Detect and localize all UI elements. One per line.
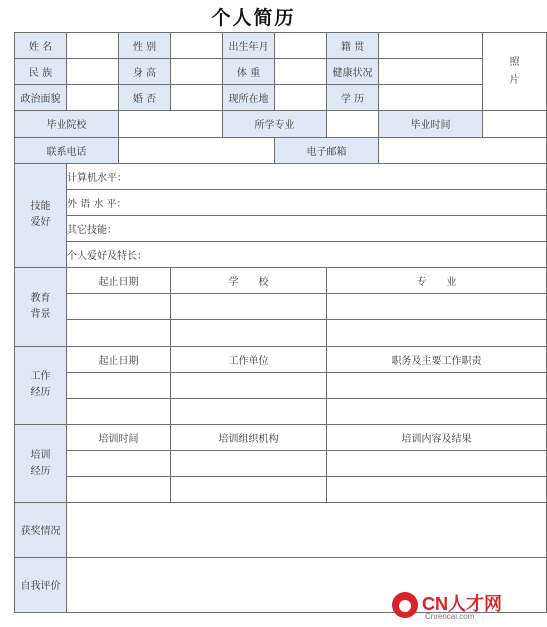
work-header-company: 工作单位 bbox=[171, 346, 327, 372]
work-label-text: 工作经历 bbox=[30, 371, 51, 399]
degree-field[interactable] bbox=[379, 85, 483, 111]
phone-field[interactable] bbox=[119, 137, 275, 163]
work-header-duties: 职务及主要工作职责 bbox=[327, 346, 547, 372]
birth-field[interactable] bbox=[275, 33, 327, 59]
marriage-label: 婚 否 bbox=[119, 85, 171, 111]
training-result-cell[interactable] bbox=[327, 477, 547, 503]
photo-label: 照片 bbox=[509, 56, 520, 86]
education-major-cell[interactable] bbox=[327, 294, 547, 320]
training-time-cell[interactable] bbox=[67, 451, 171, 477]
major-field[interactable] bbox=[327, 111, 379, 137]
birth-label: 出生年月 bbox=[223, 33, 275, 59]
awards-label: 获奖情况 bbox=[15, 503, 67, 557]
education-school-cell[interactable] bbox=[171, 320, 327, 346]
training-time-cell[interactable] bbox=[67, 477, 171, 503]
cnrencai-logo-icon bbox=[392, 592, 418, 618]
skills-section-label bbox=[15, 163, 67, 268]
politics-label: 政治面貌 bbox=[15, 85, 67, 111]
phone-label: 联系电话 bbox=[15, 137, 119, 163]
email-label: 电子邮箱 bbox=[275, 137, 379, 163]
education-label-text: 教育背景 bbox=[30, 292, 51, 320]
work-section-label bbox=[15, 346, 67, 424]
major-label: 所学专业 bbox=[223, 111, 327, 137]
work-company-cell[interactable] bbox=[171, 398, 327, 424]
degree-label: 学 历 bbox=[327, 85, 379, 111]
education-date-cell[interactable] bbox=[67, 294, 171, 320]
weight-field[interactable] bbox=[275, 59, 327, 85]
weight-label: 体 重 bbox=[223, 59, 275, 85]
gender-field[interactable] bbox=[171, 33, 223, 59]
training-label-text: 培训经历 bbox=[30, 449, 51, 477]
training-org-cell[interactable] bbox=[171, 451, 327, 477]
logo-inner-dot bbox=[399, 600, 411, 612]
graduation-time-label: 毕业时间 bbox=[379, 111, 483, 137]
name-label: 姓 名 bbox=[15, 33, 67, 59]
awards-field[interactable] bbox=[67, 503, 547, 557]
work-duties-cell[interactable] bbox=[327, 372, 547, 398]
computer-level-field[interactable]: 计算机水平： bbox=[67, 163, 547, 189]
gender-label: 性 别 bbox=[119, 33, 171, 59]
self-evaluation-label: 自我评价 bbox=[15, 557, 67, 612]
other-skills-field[interactable]: 其它技能： bbox=[67, 215, 547, 241]
name-field[interactable] bbox=[67, 33, 119, 59]
health-label: 健康状况 bbox=[327, 59, 379, 85]
graduation-time-field[interactable] bbox=[483, 111, 547, 137]
language-level-field[interactable]: 外 语 水 平： bbox=[67, 189, 547, 215]
training-header-org: 培训组织机构 bbox=[171, 424, 327, 450]
ethnic-field[interactable] bbox=[67, 59, 119, 85]
residence-label: 现所在地 bbox=[223, 85, 275, 111]
work-company-cell[interactable] bbox=[171, 372, 327, 398]
training-header-time: 培训时间 bbox=[67, 424, 171, 450]
work-date-cell[interactable] bbox=[67, 398, 171, 424]
politics-field[interactable] bbox=[67, 85, 119, 111]
health-field[interactable] bbox=[379, 59, 483, 85]
native-place-label: 籍 贯 bbox=[327, 33, 379, 59]
education-date-cell[interactable] bbox=[67, 320, 171, 346]
height-label: 身 高 bbox=[119, 59, 171, 85]
training-section-label bbox=[15, 424, 67, 502]
training-result-cell[interactable] bbox=[327, 451, 547, 477]
training-org-cell[interactable] bbox=[171, 477, 327, 503]
skills-label-text: 技能爱好 bbox=[30, 201, 51, 229]
resume-title: 个人简历 bbox=[211, 7, 296, 29]
email-field[interactable] bbox=[379, 137, 547, 163]
work-duties-cell[interactable] bbox=[327, 398, 547, 424]
marriage-field[interactable] bbox=[171, 85, 223, 111]
education-major-cell[interactable] bbox=[327, 320, 547, 346]
work-header-date: 起止日期 bbox=[67, 346, 171, 372]
watermark-url: Cnrencai.com bbox=[425, 612, 475, 621]
work-date-cell[interactable] bbox=[67, 372, 171, 398]
height-field[interactable] bbox=[171, 59, 223, 85]
watermark-brand: CN人才网 bbox=[422, 594, 502, 614]
education-header-major: 专 业 bbox=[327, 268, 547, 294]
education-school-cell[interactable] bbox=[171, 294, 327, 320]
graduated-school-field[interactable] bbox=[119, 111, 223, 137]
ethnic-label: 民 族 bbox=[15, 59, 67, 85]
native-place-field[interactable] bbox=[379, 33, 483, 59]
cnrencai-watermark bbox=[392, 590, 502, 624]
training-header-result: 培训内容及结果 bbox=[327, 424, 547, 450]
education-section-label bbox=[15, 268, 67, 346]
education-header-date: 起止日期 bbox=[67, 268, 171, 294]
education-header-school: 学 校 bbox=[171, 268, 327, 294]
photo-box[interactable] bbox=[483, 33, 547, 111]
hobbies-field[interactable]: 个人爱好及特长： bbox=[67, 242, 547, 268]
residence-field[interactable] bbox=[275, 85, 327, 111]
graduated-school-label: 毕业院校 bbox=[15, 111, 119, 137]
resume-table bbox=[14, 32, 547, 613]
